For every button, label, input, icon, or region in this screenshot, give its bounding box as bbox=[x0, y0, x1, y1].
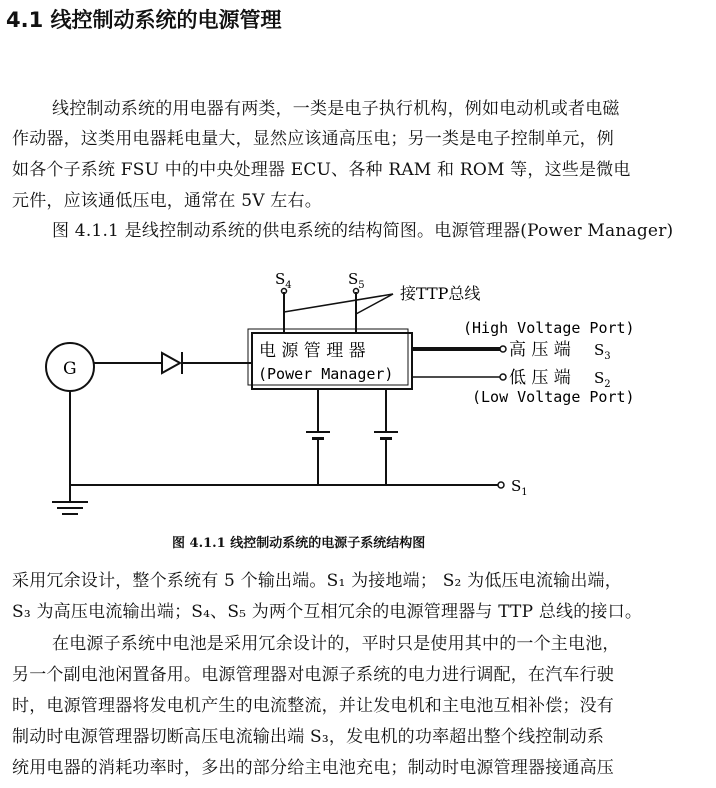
intro-line: 线控制动系统的用电器有两类，一类是电子执行机构，例如电动机或者电磁 bbox=[52, 99, 620, 119]
power-subsystem-diagram bbox=[0, 255, 716, 525]
diode-icon bbox=[162, 353, 180, 373]
ttp-bus-label: 接TTP总线 bbox=[400, 284, 481, 303]
s4-label: $S_4$ bbox=[275, 270, 292, 291]
s2-label: $S_2$ bbox=[594, 369, 611, 390]
low-port-cn: 低 压 端 bbox=[509, 368, 571, 388]
section-title: 4.1 线控制动系统的电源管理 bbox=[6, 8, 282, 32]
intro-line: 作动器，这类用电器耗电量大，显然应该通高压电；另一类是电子控制单元，例 bbox=[12, 129, 614, 149]
body-line: 在电源子系统中电池是采用冗余设计的，平时只是使用其中的一个主电池， bbox=[52, 634, 620, 654]
body-line: 另一个副电池闲置备用。电源管理器对电源子系统的电力进行调配，在汽车行驶 bbox=[12, 665, 614, 685]
power-manager-cn: 电 源 管 理 器 bbox=[259, 341, 366, 361]
body-line: 时，电源管理器将发电机产生的电流整流，并让发电机和主电池互相补偿；没有 bbox=[12, 696, 614, 716]
intro-line: 图 4.1.1 是线控制动系统的供电系统的结构简图。电源管理器(Power Manager) bbox=[52, 221, 674, 241]
s1-label: $S_1$ bbox=[511, 477, 528, 498]
s5-label: $S_5$ bbox=[348, 270, 365, 291]
high-port-en: (High Voltage Port) bbox=[463, 319, 635, 337]
high-port-cn: 高 压 端 bbox=[509, 340, 571, 360]
body-line: S₃ 为高压电流输出端；S₄、S₅ 为两个互相冗余的电源管理器与 TTP 总线的接口。 bbox=[12, 602, 643, 622]
body-line: 统用电器的消耗功率时，多出的部分给主电池充电；制动时电源管理器接通高压 bbox=[12, 758, 614, 778]
body-line: 制动时电源管理器切断高压电流输出端 S₃，发电机的功率超出整个线控制动系 bbox=[12, 727, 605, 747]
s3-label: $S_3$ bbox=[594, 341, 611, 362]
figure-caption: 图 4.1.1 线控制动系统的电源子系统结构图 bbox=[172, 536, 426, 551]
body-line: 采用冗余设计，整个系统有 5 个输出端。S₁ 为接地端； S₂ 为低压电流输出端， bbox=[12, 571, 622, 591]
generator-label: G bbox=[63, 359, 77, 379]
intro-line: 元件，应该通低压电，通常在 5V 左右。 bbox=[12, 191, 322, 211]
intro-line: 如各个子系统 FSU 中的中央处理器 ECU、各种 RAM 和 ROM 等，这些是微电 bbox=[12, 160, 631, 180]
low-port-en: (Low Voltage Port) bbox=[472, 388, 635, 406]
power-manager-en: (Power Manager) bbox=[258, 365, 394, 383]
